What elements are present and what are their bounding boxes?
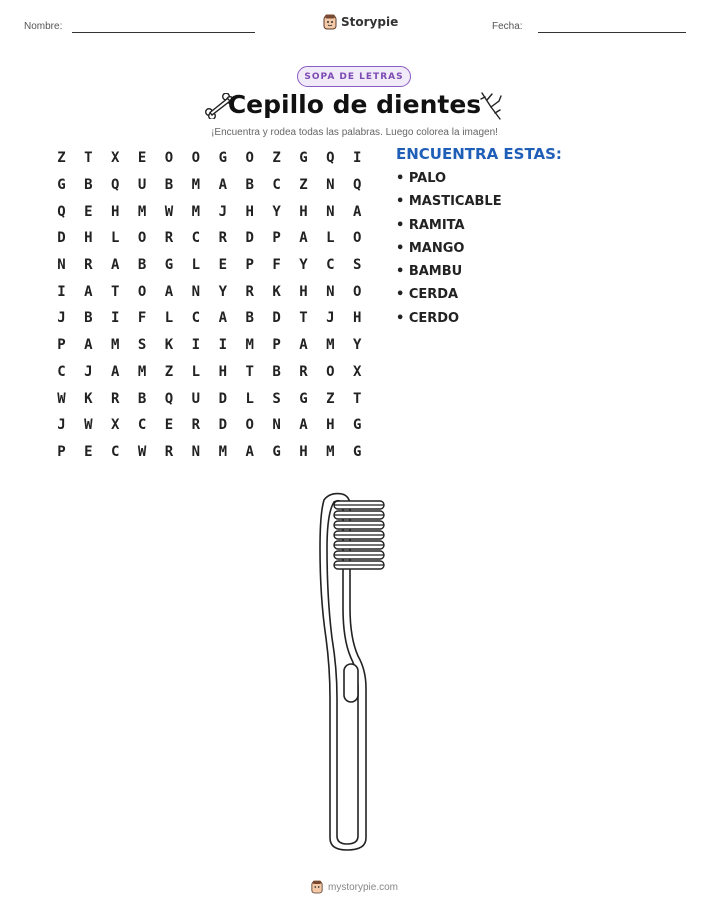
grid-letter[interactable]: B: [272, 363, 281, 380]
grid-letter[interactable]: Q: [164, 390, 174, 407]
grid-letter[interactable]: E: [84, 443, 93, 460]
grid-letter[interactable]: K: [272, 283, 281, 300]
word-list-item: • MASTICABLE: [396, 194, 502, 210]
grid-letter[interactable]: H: [111, 203, 120, 220]
grid-letter[interactable]: W: [137, 443, 147, 460]
grid-letter[interactable]: B: [164, 177, 174, 194]
grid-letter[interactable]: J: [57, 417, 66, 434]
grid-letter[interactable]: D: [57, 230, 66, 247]
grid-letter[interactable]: N: [326, 177, 335, 194]
word-list-item: • MANGO: [396, 240, 465, 256]
grid-letter[interactable]: T: [245, 363, 254, 380]
grid-letter[interactable]: T: [353, 390, 362, 407]
grid-letter[interactable]: R: [299, 363, 308, 380]
grid-letter[interactable]: R: [111, 390, 120, 407]
grid-letter[interactable]: G: [272, 443, 281, 460]
grid-letter[interactable]: G: [299, 390, 308, 407]
grid-letter[interactable]: A: [84, 283, 93, 300]
grid-letter[interactable]: B: [137, 390, 147, 407]
grid-letter[interactable]: O: [164, 150, 174, 167]
grid-letter[interactable]: H: [299, 283, 308, 300]
grid-letter[interactable]: L: [111, 230, 120, 247]
grid-letter[interactable]: A: [299, 417, 308, 434]
grid-letter[interactable]: N: [326, 203, 335, 220]
grid-letter[interactable]: K: [84, 390, 93, 407]
grid-letter[interactable]: P: [57, 443, 66, 460]
grid-letter[interactable]: C: [57, 363, 66, 380]
grid-letter[interactable]: R: [84, 257, 93, 274]
name-label: Nombre:: [24, 21, 63, 32]
grid-letter[interactable]: M: [137, 203, 147, 220]
grid-letter[interactable]: G: [353, 417, 362, 434]
grid-letter[interactable]: W: [84, 417, 93, 434]
grid-letter[interactable]: I: [191, 337, 201, 354]
grid-letter[interactable]: X: [353, 363, 362, 380]
grid-letter[interactable]: O: [353, 230, 362, 247]
grid-letter[interactable]: P: [272, 337, 281, 354]
grid-letter[interactable]: B: [245, 177, 254, 194]
grid-letter[interactable]: J: [57, 310, 66, 327]
grid-letter[interactable]: L: [191, 363, 201, 380]
grid-letter[interactable]: Q: [57, 203, 66, 220]
grid-letter[interactable]: A: [218, 177, 227, 194]
word-list-item: • BAMBU: [396, 264, 463, 280]
word-list-item: • CERDA: [396, 287, 459, 303]
grid-letter[interactable]: H: [245, 203, 254, 220]
word-search-grid: [48, 145, 371, 465]
grid-letter[interactable]: B: [245, 310, 254, 327]
grid-letter[interactable]: A: [111, 363, 120, 380]
grid-letter[interactable]: G: [218, 150, 227, 167]
grid-letter[interactable]: O: [191, 150, 201, 167]
grid-letter[interactable]: F: [137, 310, 147, 327]
grid-letter[interactable]: E: [218, 257, 227, 274]
grid-letter[interactable]: H: [299, 203, 308, 220]
word-list-item: • RAMITA: [396, 217, 465, 233]
grid-letter[interactable]: Z: [57, 150, 66, 167]
grid-letter[interactable]: N: [57, 257, 66, 274]
grid-letter[interactable]: M: [218, 443, 227, 460]
grid-letter[interactable]: R: [164, 443, 174, 460]
grid-letter[interactable]: O: [245, 150, 254, 167]
grid-letter[interactable]: Y: [299, 257, 308, 274]
grid-letter[interactable]: A: [299, 337, 308, 354]
instructions: ¡Encuentra y rodea todas las palabras. Luego colorea la imagen!: [211, 127, 498, 138]
grid-letter[interactable]: Y: [353, 337, 362, 354]
grid-letter[interactable]: P: [245, 257, 254, 274]
grid-letter[interactable]: J: [218, 203, 227, 220]
grid-letter[interactable]: B: [84, 310, 93, 327]
grid-letter[interactable]: N: [191, 283, 201, 300]
grid-letter[interactable]: M: [245, 337, 254, 354]
grid-letter[interactable]: I: [218, 337, 227, 354]
grid-letter[interactable]: M: [191, 203, 201, 220]
footer: [0, 880, 709, 894]
grid-letter[interactable]: O: [137, 230, 147, 247]
grid-letter[interactable]: D: [218, 390, 227, 407]
word-list-item: • CERDO: [396, 310, 460, 326]
grid-letter[interactable]: H: [218, 363, 227, 380]
grid-letter[interactable]: A: [299, 230, 308, 247]
date-field-line[interactable]: [538, 32, 686, 33]
grid-letter[interactable]: Q: [353, 177, 362, 194]
activity-badge: SOPA DE LETRAS: [297, 66, 411, 87]
grid-letter[interactable]: E: [84, 203, 93, 220]
grid-letter[interactable]: G: [299, 150, 308, 167]
grid-letter[interactable]: Q: [326, 150, 335, 167]
grid-letter[interactable]: L: [164, 310, 174, 327]
grid-letter[interactable]: H: [326, 417, 335, 434]
grid-letter[interactable]: D: [245, 230, 254, 247]
grid-letter[interactable]: G: [57, 177, 66, 194]
grid-letter[interactable]: G: [164, 257, 174, 274]
grid-letter[interactable]: S: [353, 257, 362, 274]
grid-letter[interactable]: J: [326, 310, 335, 327]
grid-letter[interactable]: Z: [164, 363, 174, 380]
name-field-line[interactable]: [72, 32, 255, 33]
grid-letter[interactable]: C: [272, 177, 281, 194]
grid-letter[interactable]: H: [84, 230, 93, 247]
grid-letter[interactable]: A: [245, 443, 254, 460]
grid-letter[interactable]: C: [137, 417, 147, 434]
grid-letter[interactable]: H: [299, 443, 308, 460]
grid-letter[interactable]: M: [191, 177, 201, 194]
grid-letter[interactable]: Z: [299, 177, 308, 194]
grid-letter[interactable]: L: [191, 257, 201, 274]
twig-icon: [478, 90, 504, 122]
grid-letter[interactable]: C: [111, 443, 120, 460]
grid-letter[interactable]: D: [272, 310, 281, 327]
grid-letter[interactable]: G: [353, 443, 362, 460]
grid-letter[interactable]: W: [164, 203, 174, 220]
footer-url[interactable]: mystorypie.com: [327, 881, 398, 893]
grid-letter[interactable]: A: [111, 257, 120, 274]
grid-letter[interactable]: F: [272, 257, 281, 274]
grid-letter[interactable]: H: [353, 310, 362, 327]
grid-letter[interactable]: D: [218, 417, 227, 434]
word-list: [396, 171, 502, 334]
word-list-item: • PALO: [396, 171, 447, 186]
grid-letter[interactable]: N: [191, 443, 201, 460]
grid-letter[interactable]: E: [137, 150, 147, 167]
grid-letter[interactable]: M: [137, 363, 147, 380]
grid-letter[interactable]: T: [111, 283, 120, 300]
grid-letter[interactable]: A: [84, 337, 93, 354]
grid-letter[interactable]: A: [218, 310, 227, 327]
storypie-mascot-icon: [323, 14, 337, 30]
grid-letter[interactable]: N: [272, 417, 281, 434]
grid-letter[interactable]: Q: [111, 177, 120, 194]
grid-letter[interactable]: Z: [326, 390, 335, 407]
grid-letter[interactable]: W: [57, 390, 66, 407]
grid-letter[interactable]: O: [137, 283, 147, 300]
grid-letter[interactable]: R: [245, 283, 254, 300]
toothbrush-illustration: [310, 488, 400, 854]
grid-letter[interactable]: R: [164, 230, 174, 247]
grid-letter[interactable]: T: [299, 310, 308, 327]
grid-letter[interactable]: U: [191, 390, 201, 407]
grid-letter[interactable]: P: [272, 230, 281, 247]
grid-letter[interactable]: X: [111, 417, 120, 434]
grid-letter[interactable]: A: [353, 203, 362, 220]
grid-letter[interactable]: B: [84, 177, 93, 194]
grid-letter[interactable]: X: [111, 150, 120, 167]
grid-letter[interactable]: Y: [272, 203, 281, 220]
grid-letter[interactable]: Y: [218, 283, 227, 300]
grid-letter[interactable]: O: [245, 417, 254, 434]
grid-letter[interactable]: L: [245, 390, 254, 407]
grid-letter[interactable]: K: [164, 337, 174, 354]
grid-letter[interactable]: L: [326, 230, 335, 247]
grid-letter[interactable]: O: [353, 283, 362, 300]
grid-letter[interactable]: A: [164, 283, 174, 300]
grid-letter[interactable]: C: [326, 257, 335, 274]
grid-letter[interactable]: S: [272, 390, 281, 407]
grid-letter[interactable]: E: [164, 417, 174, 434]
grid-letter[interactable]: S: [137, 337, 147, 354]
grid-letter[interactable]: I: [353, 150, 362, 167]
grid-letter[interactable]: R: [218, 230, 227, 247]
grid-letter[interactable]: O: [326, 363, 335, 380]
grid-letter[interactable]: C: [191, 230, 201, 247]
storypie-mascot-icon: [311, 880, 323, 894]
grid-letter[interactable]: B: [137, 257, 147, 274]
grid-letter[interactable]: I: [57, 283, 66, 300]
page-title: Cepillo de dientes: [227, 90, 482, 119]
grid-letter[interactable]: R: [191, 417, 201, 434]
brand-name: Storypie: [341, 15, 399, 29]
grid-letter[interactable]: M: [326, 337, 335, 354]
brand-logo: [323, 14, 398, 30]
grid-letter[interactable]: I: [111, 310, 120, 327]
grid-letter[interactable]: C: [191, 310, 201, 327]
grid-letter[interactable]: U: [137, 177, 147, 194]
grid-letter[interactable]: M: [326, 443, 335, 460]
grid-letter[interactable]: J: [84, 363, 93, 380]
word-list-title: ENCUENTRA ESTAS:: [396, 145, 562, 163]
grid-letter[interactable]: M: [111, 337, 120, 354]
grid-letter[interactable]: Z: [272, 150, 281, 167]
grid-letter[interactable]: P: [57, 337, 66, 354]
date-label: Fecha:: [492, 21, 523, 32]
grid-letter[interactable]: T: [84, 150, 93, 167]
grid-letter[interactable]: N: [326, 283, 335, 300]
